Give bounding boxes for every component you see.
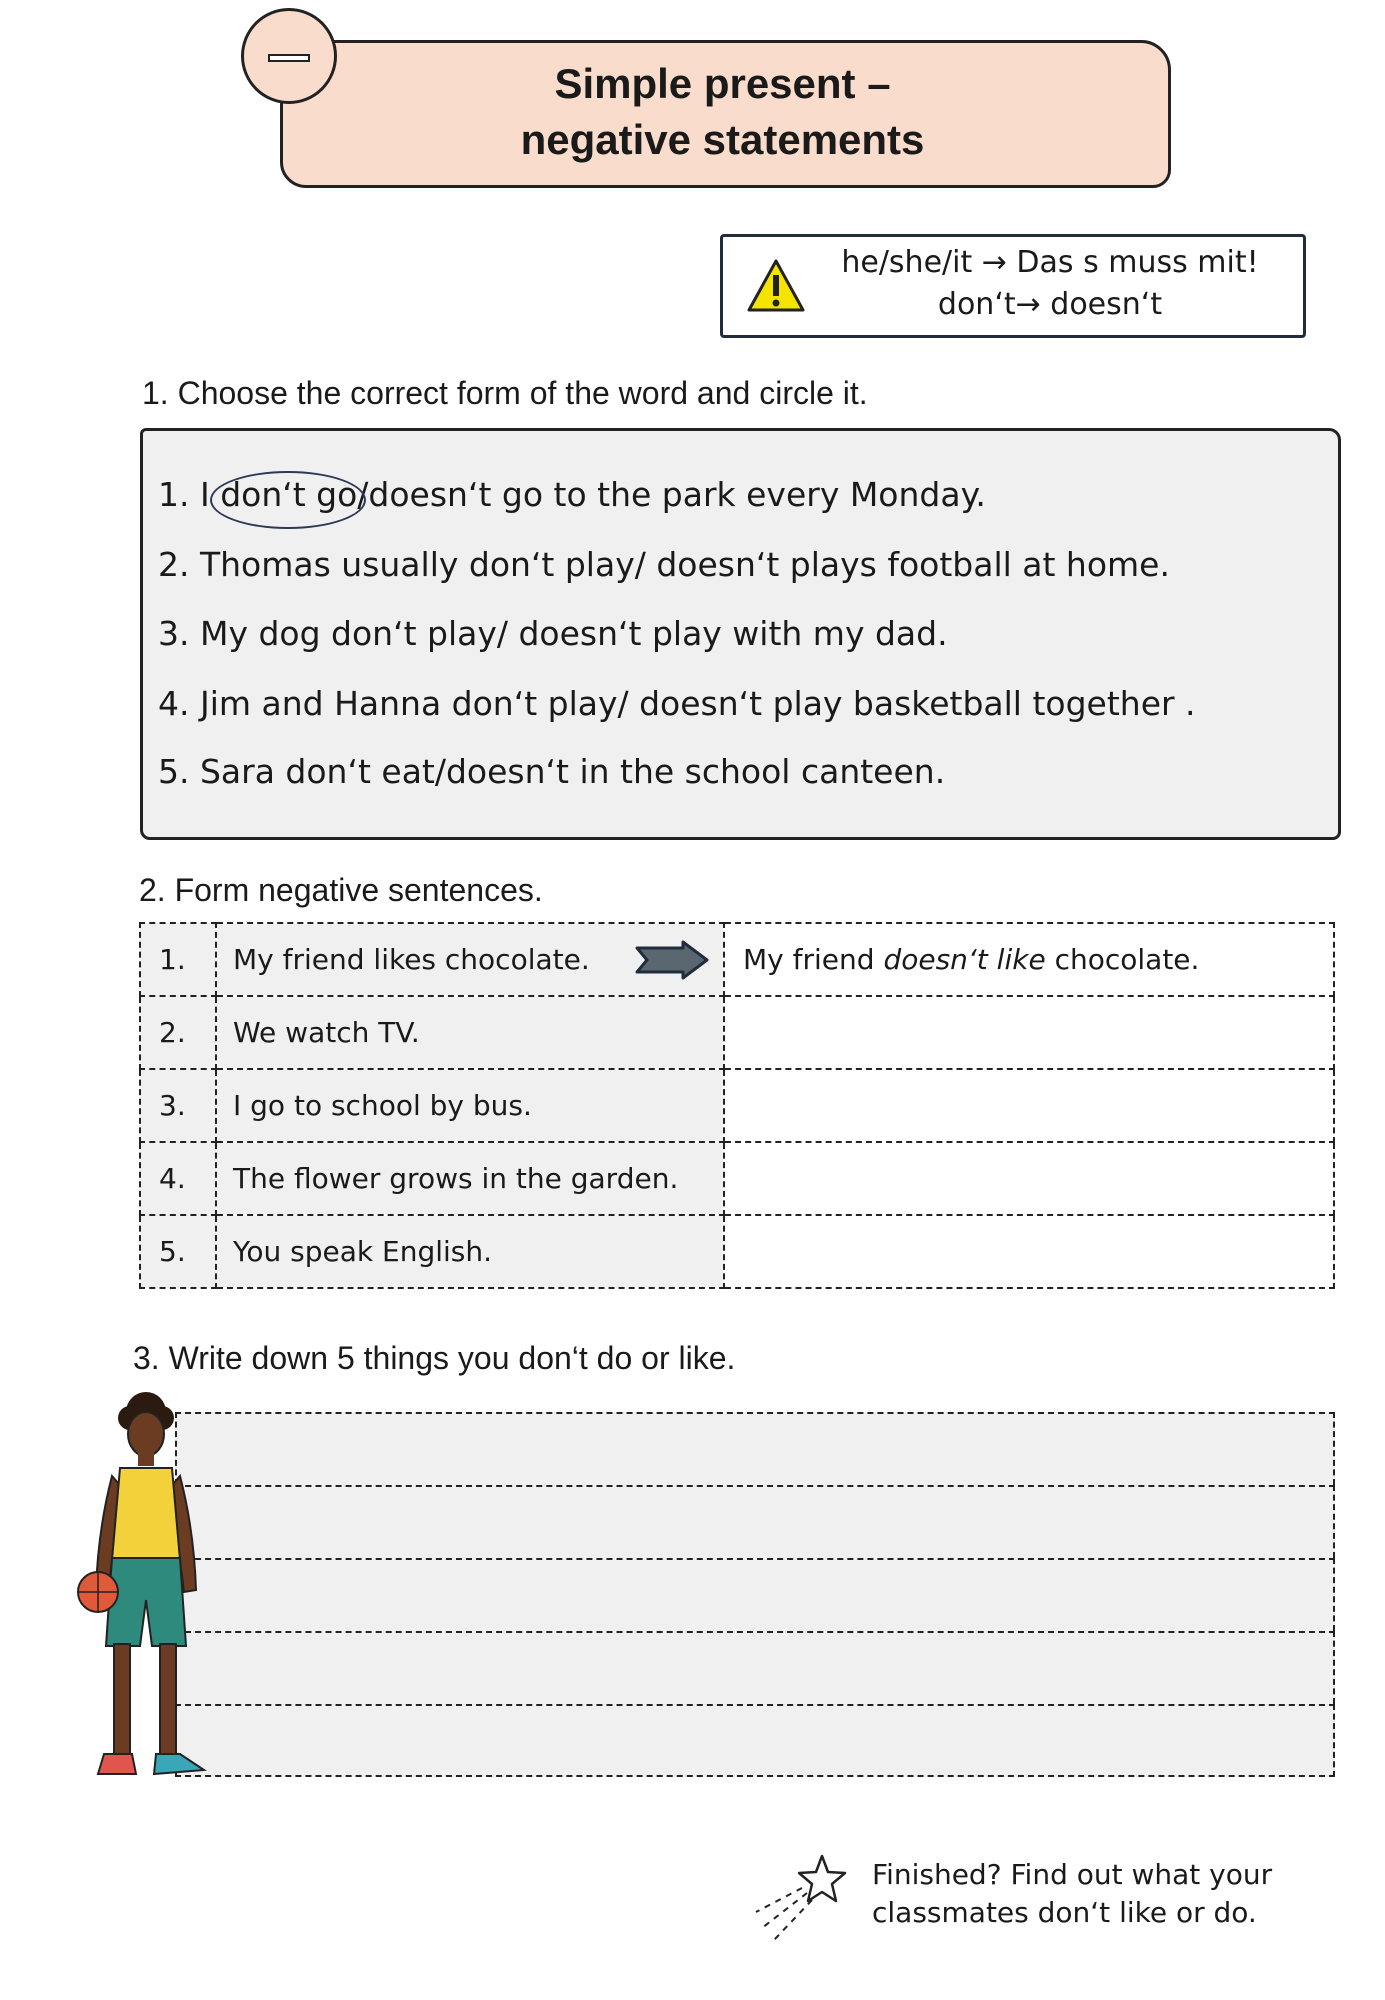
exercise1-item: 4. Jim and Hanna don‘t play/ doesn‘t play basketball together . — [158, 684, 1196, 723]
answer-field[interactable] — [724, 1069, 1334, 1142]
writing-line[interactable] — [175, 1631, 1335, 1704]
example-answer — [724, 923, 1334, 996]
answer-field[interactable] — [724, 1142, 1334, 1215]
row-sentence: You speak English. — [216, 1215, 724, 1288]
writing-line[interactable] — [175, 1704, 1335, 1777]
hint-line-1: he/she/it → Das s muss mit! — [841, 245, 1259, 280]
shooting-star-icon — [752, 1848, 852, 1948]
basketball-boy-illustration — [68, 1390, 248, 1810]
exercise1-item: 1. I don‘t go/doesn‘t go to the park every Monday. — [158, 475, 986, 514]
task3-title: 3. Write down 5 things you don‘t do or like. — [133, 1340, 736, 1376]
exercise1-item: 2. Thomas usually don‘t play/ doesn‘t plays football at home. — [158, 545, 1170, 584]
task2-title: 2. Form negative sentences. — [139, 872, 543, 908]
row-number: 5. — [140, 1215, 216, 1288]
answer-post: chocolate. — [1045, 943, 1200, 976]
table-row — [140, 996, 1334, 1069]
example-circle-mark — [210, 471, 366, 529]
writing-line[interactable] — [175, 1558, 1335, 1631]
finished-note-line-2: classmates don‘t like or do. — [872, 1896, 1257, 1929]
title-line-1: Simple present – — [554, 60, 891, 107]
answer-emphasis: doesn‘t like — [883, 943, 1046, 976]
finished-note-line-1: Finished? Find out what your — [872, 1858, 1273, 1891]
arrow-right-icon — [635, 940, 709, 980]
page-title — [280, 56, 1165, 168]
table-row — [140, 1069, 1334, 1142]
sentence-text: My friend likes chocolate. — [233, 943, 590, 976]
answer-field[interactable] — [724, 996, 1334, 1069]
table-row — [140, 923, 1334, 996]
table-row — [140, 1142, 1334, 1215]
answer-field[interactable] — [724, 1215, 1334, 1288]
task1-title: 1. Choose the correct form of the word and circle it. — [142, 375, 868, 411]
row-sentence: The flower grows in the garden. — [216, 1142, 724, 1215]
row-sentence — [216, 923, 724, 996]
writing-line[interactable] — [175, 1412, 1335, 1485]
title-line-2: negative statements — [520, 116, 925, 163]
row-sentence: We watch TV. — [216, 996, 724, 1069]
hint-line-2: don‘t→ doesn‘t — [937, 287, 1163, 322]
row-number: 4. — [140, 1142, 216, 1215]
exercise2-table — [139, 922, 1335, 1289]
exercise1-item: 3. My dog don‘t play/ doesn‘t play with my dad. — [158, 614, 948, 653]
row-sentence: I go to school by bus. — [216, 1069, 724, 1142]
answer-pre: My friend — [743, 943, 884, 976]
row-number: 1. — [140, 923, 216, 996]
table-row — [140, 1215, 1334, 1288]
row-number: 3. — [140, 1069, 216, 1142]
row-number: 2. — [140, 996, 216, 1069]
exercise1-item: 5. Sara don‘t eat/doesn‘t in the school canteen. — [158, 752, 946, 791]
writing-lines — [175, 1412, 1335, 1777]
writing-line[interactable] — [175, 1485, 1335, 1558]
